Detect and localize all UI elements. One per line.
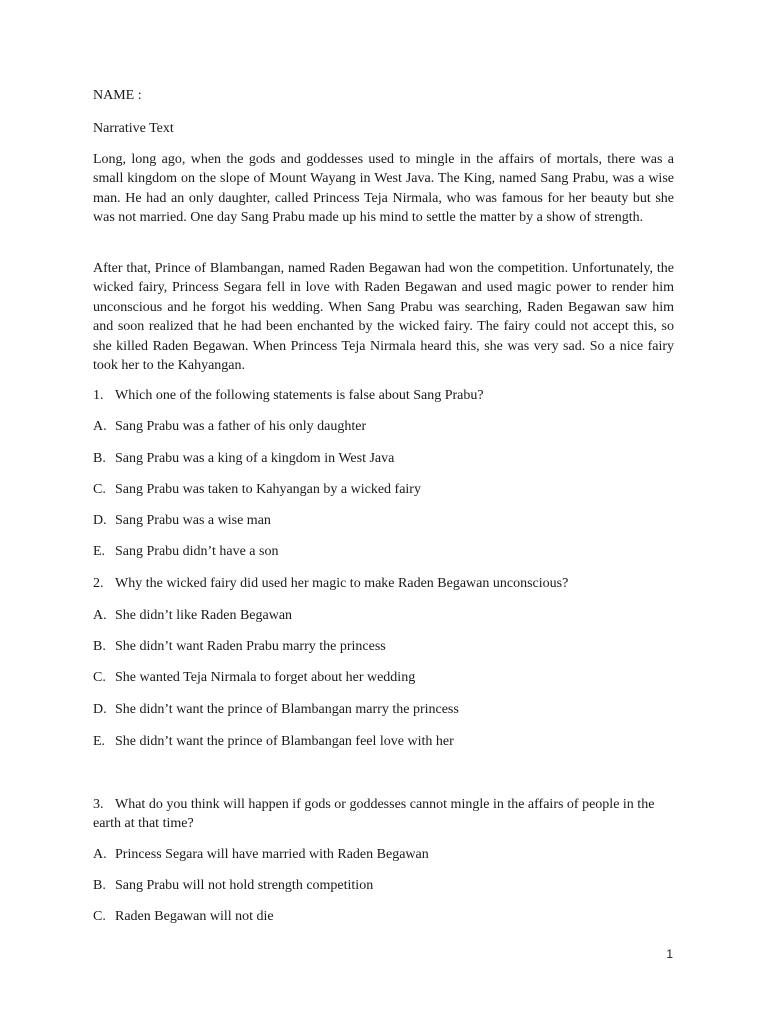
option-letter: A. [93, 419, 107, 434]
option-letter: C. [93, 482, 106, 497]
option-text: She didn’t like Raden Begawan [115, 608, 293, 623]
option-letter: B. [93, 451, 106, 466]
question-text: Which one of the following statements is false about Sang Prabu? [115, 388, 484, 403]
option-letter: D. [93, 513, 107, 528]
question-text: What do you think will happen if gods or goddesses cannot mingle in the affairs of people in the earth at that time? [93, 797, 655, 832]
document-title: Narrative Text [93, 121, 174, 136]
passage-paragraph-1: Long, long ago, when the gods and goddesses used to mingle in the affairs of mortals, there was a small kingdom on the slope of Mount Wayang in West Java. The King, named Sang Prabu, was a wise man. He had an only daughter, called Princess Teja Nirmala, who was famous for her beauty but she was not married. One day Sang Prabu made up his mind to settle the matter by a show of strength. [93, 152, 674, 226]
question-3 [93, 795, 678, 834]
option-1c [93, 480, 678, 499]
option-letter: C. [93, 909, 106, 924]
option-letter: D. [93, 702, 107, 717]
option-letter: C. [93, 670, 106, 685]
option-text: Princess Segara will have married with Raden Begawan [115, 847, 429, 862]
option-1d [93, 511, 678, 530]
option-text: She didn’t want Raden Prabu marry the princess [115, 639, 386, 654]
option-1b [93, 449, 678, 468]
passage-paragraph-2: After that, Prince of Blambangan, named Raden Begawan had won the competition. Unfortunately, the wicked fairy, Princess Segara fell in love with Raden Begawan and used magic power to render him unconscious and he forgot his wedding. When Sang Prabu was searching, Raden Begawan saw him and soon realized that he had been enchanted by the wicked fairy. The fairy could not accept this, so she killed Raden Begawan. When Princess Teja Nirmala heard this, she was very sad. So a nice fairy took her to the Kahyangan. [93, 261, 674, 374]
page-number: 1 [666, 947, 673, 961]
option-text: She didn’t want the prince of Blambangan feel love with her [115, 734, 454, 749]
option-2e [93, 732, 678, 751]
option-text: Sang Prabu didn’t have a son [115, 544, 279, 559]
option-3a [93, 845, 678, 864]
option-letter: B. [93, 878, 106, 893]
option-3b [93, 876, 678, 895]
option-2c [93, 668, 678, 687]
question-2 [93, 574, 678, 593]
name-label: NAME : [93, 88, 142, 103]
option-text: Sang Prabu was a wise man [115, 513, 271, 528]
question-number: 1. [93, 388, 104, 403]
option-text: She didn’t want the prince of Blambangan marry the princess [115, 702, 459, 717]
option-text: She wanted Teja Nirmala to forget about her wedding [115, 670, 416, 685]
option-text: Sang Prabu was a father of his only daughter [115, 419, 367, 434]
option-1a [93, 417, 678, 436]
option-2b [93, 637, 678, 656]
option-letter: A. [93, 847, 107, 862]
option-letter: A. [93, 608, 107, 623]
option-3c [93, 907, 678, 926]
option-2a [93, 606, 678, 625]
option-letter: E. [93, 544, 106, 559]
question-number: 2. [93, 576, 104, 591]
question-1 [93, 386, 678, 405]
question-number: 3. [93, 797, 104, 812]
option-text: Sang Prabu was taken to Kahyangan by a wicked fairy [115, 482, 421, 497]
option-text: Sang Prabu will not hold strength competition [115, 878, 374, 893]
question-text: Why the wicked fairy did used her magic to make Raden Begawan unconscious? [115, 576, 569, 591]
option-letter: E. [93, 734, 106, 749]
option-1e [93, 542, 678, 561]
option-text: Raden Begawan will not die [115, 909, 274, 924]
option-2d [93, 700, 678, 719]
option-text: Sang Prabu was a king of a kingdom in West Java [115, 451, 395, 466]
option-letter: B. [93, 639, 106, 654]
